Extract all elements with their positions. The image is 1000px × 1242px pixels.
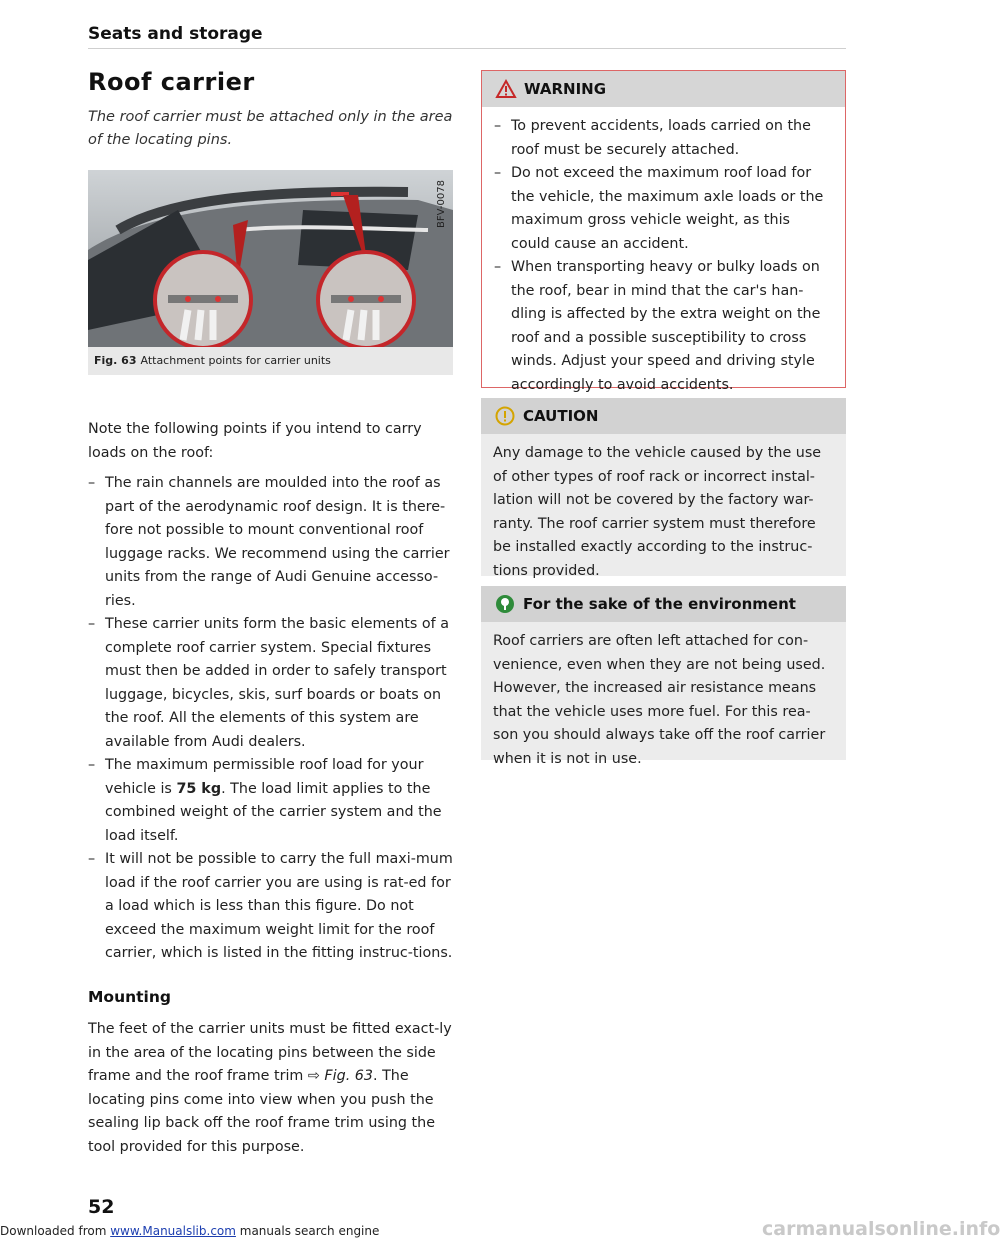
environment-title: For the sake of the environment: [523, 595, 796, 613]
text-run: The feet of the carrier units must be fitted exact-ly in the area of the locating pins between the side frame and the roof frame trim: [88, 1021, 452, 1084]
mounting-paragraph: [88, 1018, 453, 1159]
environment-box: [481, 586, 846, 767]
figure-caption: [88, 347, 453, 375]
figure-caption-text: Attachment points for carrier units: [140, 354, 331, 367]
list-item: – When transporting heavy or bulky loads on the roof, bear in mind that the car's han-dling is affected by the extra weight on the roof and a possible susceptibility to cross winds. Adjust your speed and driving style accordingly to avoid accidents.: [494, 256, 833, 397]
roof-load-list: [88, 472, 453, 966]
caution-text: Any damage to the vehicle caused by the use of other types of roof rack or incorrect instal-lation will not be covered by the factory war-ranty. The roof carrier system must therefore be installed exactly according to the instruc-tions provided.: [493, 445, 822, 579]
page-number: 52: [88, 1196, 115, 1218]
list-item: – To prevent accidents, loads carried on the roof must be securely attached.: [494, 115, 833, 162]
figure-label: Fig. 63: [94, 354, 137, 367]
warning-list: [494, 115, 833, 397]
list-item: [88, 754, 453, 848]
intro-paragraph: Note the following points if you intend to carry loads on the roof:: [88, 421, 422, 461]
footer-suffix: manuals search engine: [235, 1224, 380, 1238]
tree-icon: [495, 594, 515, 614]
manualslib-link[interactable]: www.Manualslib.com: [110, 1224, 236, 1238]
figure-reference-link[interactable]: ⇨ Fig. 63: [307, 1068, 373, 1084]
list-item: – It will not be possible to carry the full maxi-mum load if the roof carrier you are using is rat-ed for a load which is less than this figure. Do not exceed the maximum weight limit for the roof carrier, which is listed in the fitting instruc-tions.: [88, 848, 453, 966]
warning-triangle-icon: [496, 79, 516, 99]
caution-exclamation-icon: [495, 406, 515, 426]
caution-header: [481, 398, 846, 434]
footer-prefix: Downloaded from: [0, 1224, 111, 1238]
warning-box: [481, 70, 846, 393]
environment-header: [481, 586, 846, 622]
caution-box: [481, 398, 846, 579]
text-run: . The load limit applies to the combined weight of the carrier system and the load itself.: [105, 780, 442, 844]
site-watermark: carmanualsonline.info: [762, 1218, 1000, 1240]
page-heading: Roof carrier: [88, 68, 255, 96]
list-item: – Do not exceed the maximum roof load for the vehicle, the maximum axle loads or the maximum gross vehicle weight, as this could cause an accident.: [494, 162, 833, 256]
warning-content: [482, 107, 845, 407]
max-load-value: 75 kg: [176, 780, 222, 797]
left-column: [88, 68, 453, 152]
warning-title: WARNING: [524, 80, 607, 98]
roof-carrier-photo: [88, 170, 453, 347]
list-item: – These carrier units form the basic elements of a complete roof carrier system. Special fixtures must then be added in order to safely transport luggage, bicycles, skis, surf boards or boats on the roof. All the elements of this system are available from Audi dealers.: [88, 613, 453, 754]
text-run: . The locating pins come into view when you push the sealing lip back off the roof frame trim using the tool provided for this purpose.: [88, 1068, 435, 1155]
caution-title: CAUTION: [523, 407, 599, 425]
mounting-heading: Mounting: [88, 988, 171, 1006]
warning-header: [482, 71, 845, 107]
figure-63: [88, 170, 453, 375]
heading-subtitle: The roof carrier must be attached only in the area of the locating pins.: [88, 109, 453, 148]
list-item: – The rain channels are moulded into the roof as part of the aerodynamic roof design. It is there-fore not possible to mount conventional roof luggage racks. We recommend using the carrier units from the range of Audi Genuine accesso-ries.: [88, 472, 453, 613]
figure-code: BFV-0078: [436, 180, 447, 228]
section-title: Seats and storage: [88, 24, 263, 44]
header-divider: [88, 48, 846, 49]
text-run: The maximum permissible roof load for your vehicle is: [105, 757, 424, 797]
footer: [0, 1218, 1000, 1240]
environment-text: Roof carriers are often left attached for con-venience, even when they are not being used. However, the increased air resistance means that the vehicle uses more fuel. For this rea-son you should always take off the roof carrier when it is not in use.: [493, 633, 826, 767]
